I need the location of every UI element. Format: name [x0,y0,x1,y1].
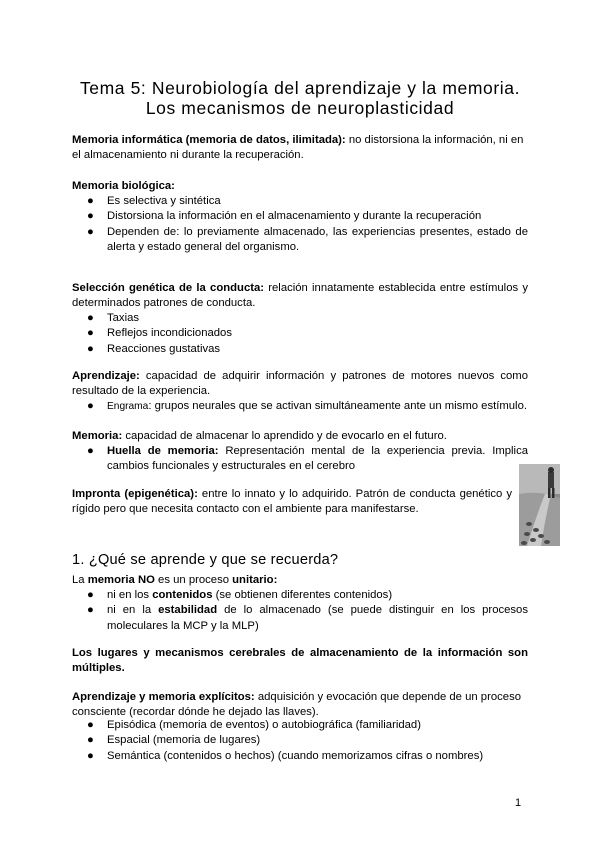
paragraph-seleccion-genetica: Selección genética de la conducta: relación innatamente establecida entre estímulos y determinados patrones de conducta. [72,282,528,310]
term-huella-memoria: Huella de memoria: [107,445,219,457]
bullet-icon: ● [87,604,94,617]
list-item: ● Taxias [72,311,528,326]
paragraph-memoria-informatica [72,133,528,164]
list-aprendizaje [72,399,528,414]
bullet-icon: ● [87,589,94,601]
paragraph-memoria-no-unitario: La memoria NO es un proceso unitario: [72,574,278,586]
list-item: ● Es selectiva y sintética [72,194,528,209]
list-item: ● ni en la estabilidad de lo almacenado (se puede distinguir en los procesos moleculares la MCP y la MLP) [87,604,528,632]
bullet-icon: ● [87,195,94,207]
paragraph-aprendizaje: Aprendizaje: capacidad de adquirir información y patrones de motores nuevos como resultado de la experiencia. [72,370,528,398]
bullet-icon: ● [87,210,94,223]
text-memoria-informatica: no distorsiona la información, ni en el almacenamiento ni durante la recuperación. [72,134,524,162]
bullet-icon: ● [87,400,94,412]
bullet-icon: ● [87,327,94,340]
term-impronta: Impronta (epigenética): [72,488,198,500]
ducklings-following-person-image [519,464,560,546]
paragraph-memoria: Memoria: capacidad de almacenar lo aprendido y de evocarlo en el futuro. [72,430,447,442]
section-heading: 1. ¿Qué se aprende y que se recuerda? [72,552,339,568]
bullet-icon: ● [87,225,94,238]
list-item: ● Reacciones gustativas [72,342,528,357]
term-memoria-biologica: Memoria biológica: [72,180,175,192]
list-memoria-biologica [72,194,528,255]
list-memoria [72,444,528,475]
list-item: ● Espacial (memoria de lugares) [72,733,528,748]
page-number: 1 [515,797,522,809]
imprinting-photo [519,464,560,546]
term-memoria: Memoria: [72,430,123,442]
bullet-icon: ● [87,719,94,731]
paragraph-impronta: Impronta (epigenética): entre lo innato y lo adquirido. Patrón de conducta genético y rígido pero que necesita contacto con el ambiente para manifestarse. [72,488,513,516]
list-item: ● Episódica (memoria de eventos) o autobiográfica (familiaridad) [72,718,528,733]
page-title-line2: Los mecanismos de neuroplasticidad [145,98,455,118]
bullet-icon: ● [87,342,94,355]
bullet-icon: ● [87,445,94,457]
list-memoria-explicita [72,718,528,764]
term-aprendizaje-explicito: Aprendizaje y memoria explícitos: [72,691,255,703]
paragraph-lugares-mecanismos: Los lugares y mecanismos cerebrales de almacenamiento de la información son múltiples. [72,647,528,675]
list-item: ● ni en los contenidos (se obtienen diferentes contenidos) [72,588,528,603]
list-memoria-no-unitario [72,588,528,634]
term-aprendizaje: Aprendizaje: [72,370,140,382]
bullet-icon: ● [87,734,94,747]
paragraph-aprendizaje-explicito: Aprendizaje y memoria explícitos: adquisición y evocación que depende de un proceso consciente (recordar dónde he dejado las llaves). [72,691,522,719]
bullet-icon: ● [87,749,94,762]
list-item: ● Distorsiona la información en el almacenamiento y durante la recuperación [72,209,528,224]
term-memoria-informatica: Memoria informática (memoria de datos, ilimitada): [72,134,346,146]
list-item: ● Reflejos incondicionados [72,326,528,341]
bullet-icon: ● [87,312,94,324]
term-engrama: Engrama [107,401,149,412]
list-item: ● Huella de memoria: Representación mental de la experiencia previa. Implica cambios funcionales y estructurales en el cerebro [87,445,528,473]
term-seleccion-genetica: Selección genética de la conducta: [72,282,265,294]
list-seleccion-genetica [72,311,528,357]
page-title-line1: Tema 5: Neurobiología del aprendizaje y la memoria. [79,78,521,98]
list-item: ● Semántica (contenidos o hechos) (cuando memorizamos cifras o nombres) [72,749,528,764]
list-item: ● Dependen de: lo previamente almacenado, las experiencias presentes, estado de alerta y estado general del organismo. [87,225,528,253]
list-item: ● Engrama: grupos neurales que se activan simultáneamente ante un mismo estímulo. [72,399,528,414]
